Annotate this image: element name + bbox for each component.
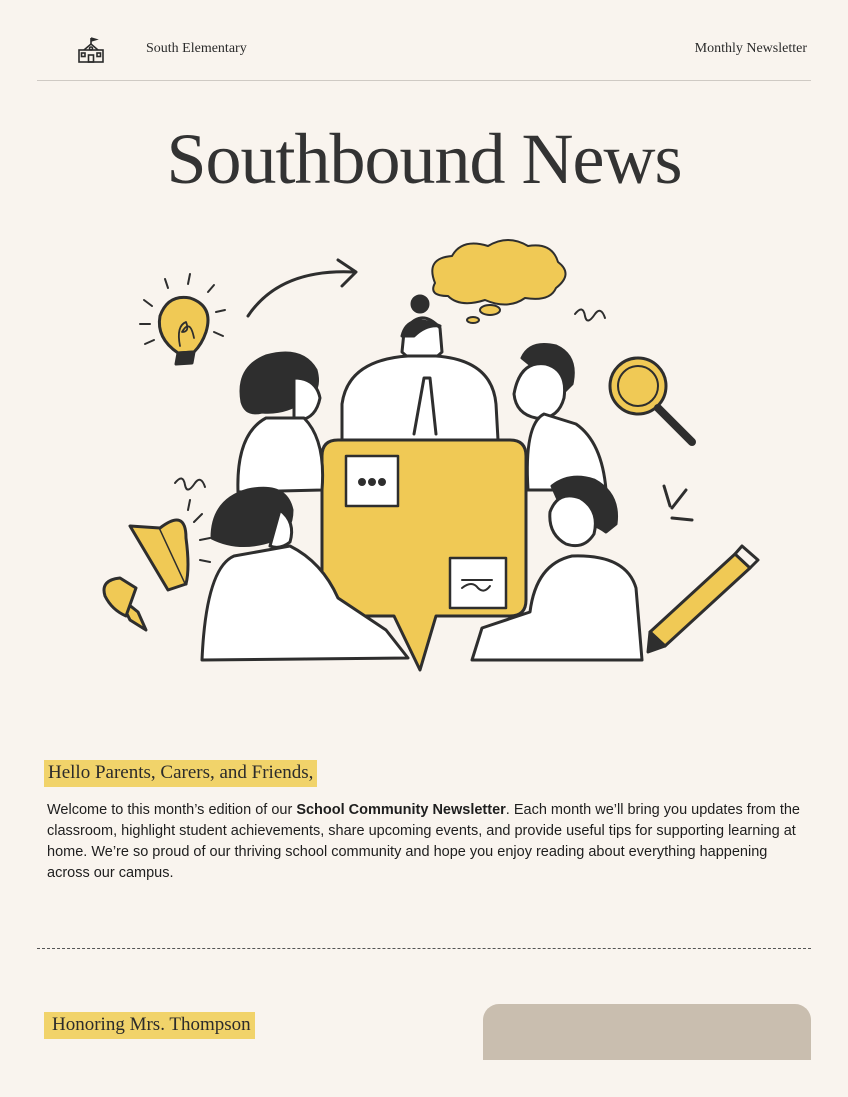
intro-text-after: . Each month we’ll bring you updates from the classroom, highlight student achievements, share upcoming events, and provide useful tips for supporting learning at home. We’re so proud of our thriving school community and hope you enjoy reading about everything happening across our campus.: [47, 802, 800, 881]
school-building-icon: [77, 36, 105, 64]
intro-paragraph: [47, 800, 807, 884]
section-photo: [483, 1004, 811, 1060]
intro-text-before: Welcome to this month’s edition of our: [47, 802, 297, 818]
magnifier-icon: [610, 358, 692, 442]
arrow-icon: [248, 272, 355, 316]
lightbulb-icon: [140, 274, 225, 364]
page-header: [37, 0, 811, 81]
school-name: South Elementary: [146, 41, 247, 56]
pencil-icon: [648, 546, 758, 652]
greeting-heading: Hello Parents, Carers, and Friends,: [44, 760, 317, 787]
newsletter-label: Monthly Newsletter: [694, 41, 807, 56]
section-divider: [37, 948, 811, 949]
megaphone-icon: [104, 500, 210, 630]
section-heading: Honoring Mrs. Thompson: [44, 1012, 255, 1039]
thought-cloud-icon: [432, 240, 565, 305]
hero-illustration: [90, 228, 760, 678]
intro-text-bold: School Community Newsletter: [296, 802, 506, 818]
newsletter-title: Southbound News: [166, 119, 682, 199]
